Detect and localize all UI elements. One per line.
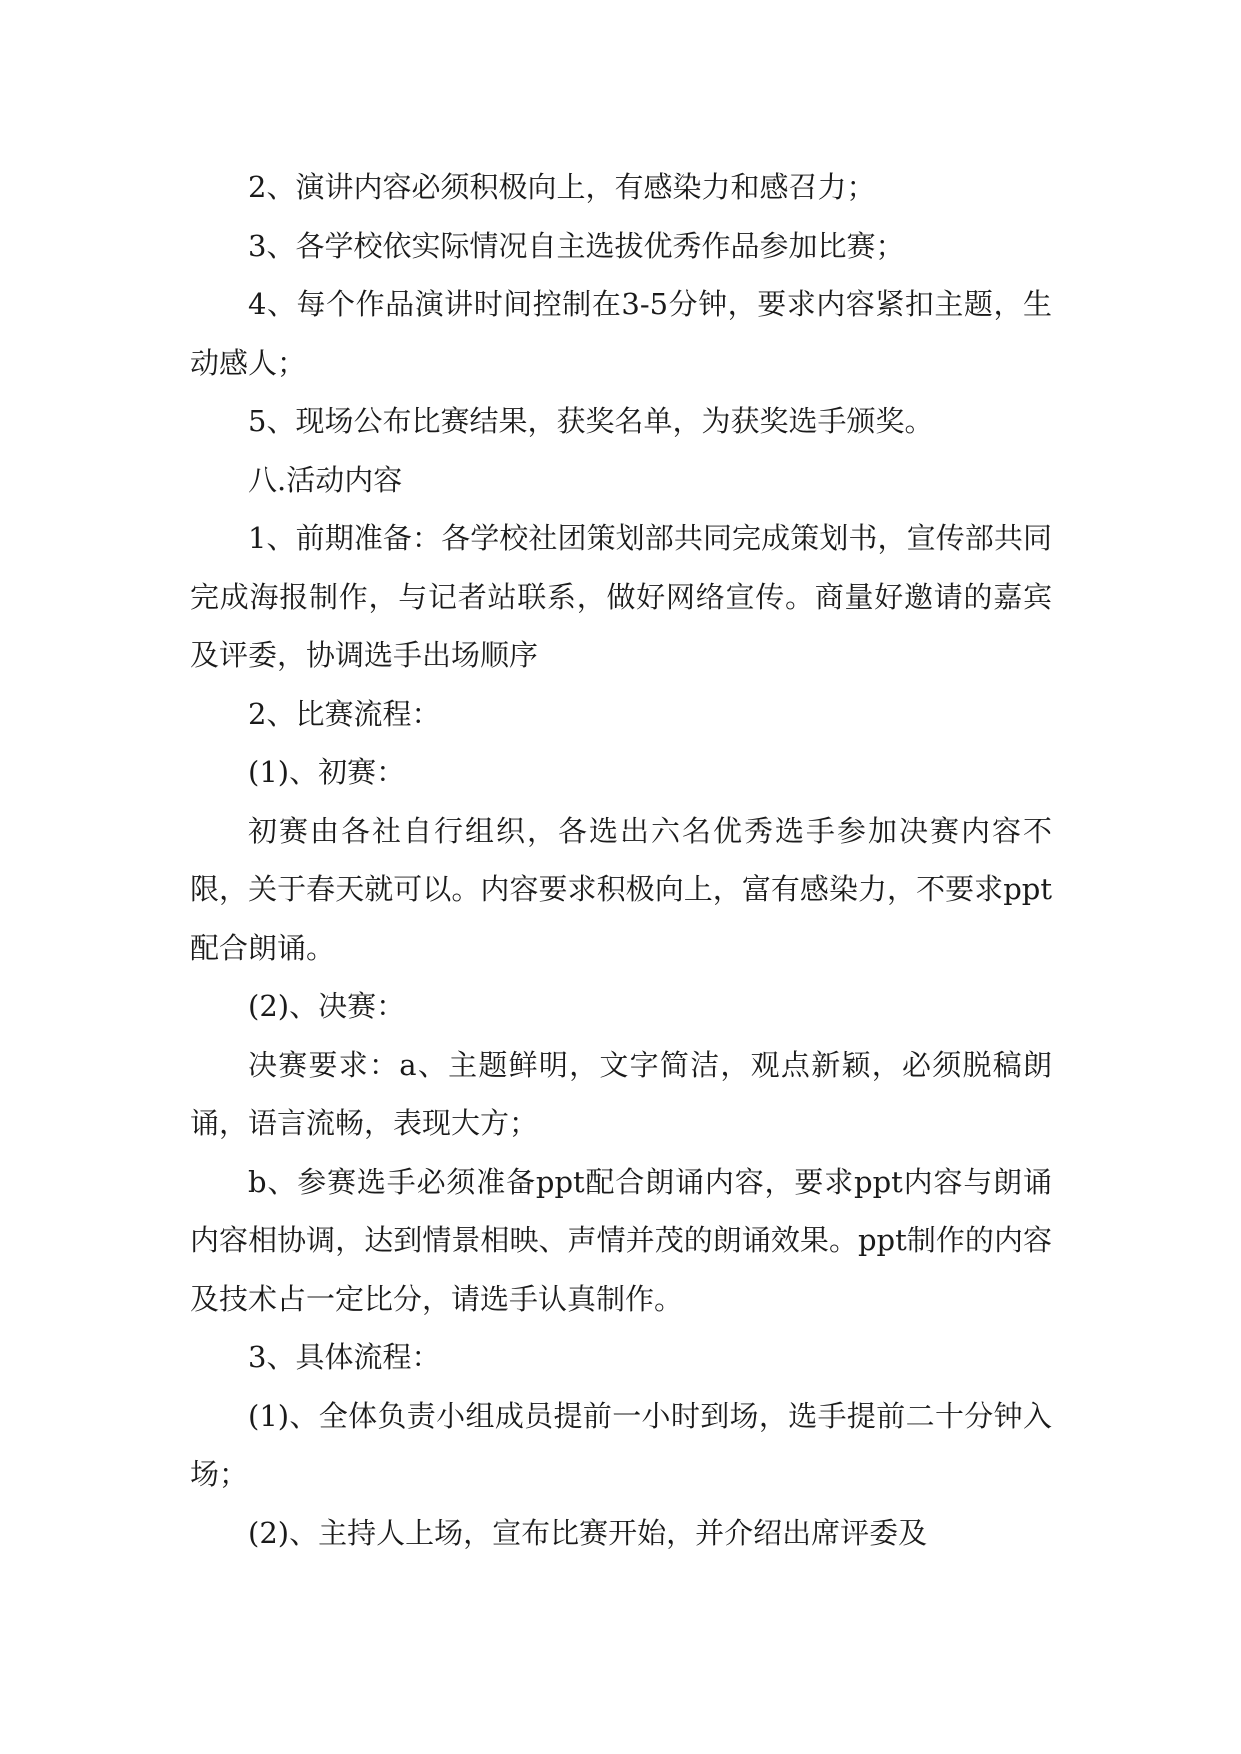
paragraph: b、参赛选手必须准备ppt配合朗诵内容，要求ppt内容与朗诵内容相协调，达到情景相映、声情并茂的朗诵效果。ppt制作的内容及技术占一定比分，请选手认真制作。 xyxy=(190,1164,1052,1316)
paragraph: 3、具体流程： xyxy=(248,1340,441,1374)
paragraph: 决赛要求：a、主题鲜明，文字简洁，观点新颖，必须脱稿朗诵，语言流畅，表现大方； xyxy=(190,1047,1052,1140)
paragraph: (2)、主持人上场，宣布比赛开始，并介绍出席评委及 xyxy=(248,1515,928,1550)
paragraph: 5、现场公布比赛结果，获奖名单，为获奖选手颁奖。 xyxy=(248,404,934,438)
document-body xyxy=(190,158,1052,1562)
paragraph: 3、各学校依实际情况自主选拔优秀作品参加比赛； xyxy=(248,228,905,263)
paragraph: (1)、初赛： xyxy=(248,755,406,789)
paragraph: 2、演讲内容必须积极向上，有感染力和感召力； xyxy=(248,170,876,204)
paragraph: (2)、决赛： xyxy=(248,989,406,1023)
section-heading: 八.活动内容 xyxy=(248,462,403,497)
paragraph: 2、比赛流程： xyxy=(248,696,441,731)
paragraph: (1)、全体负责小组成员提前一小时到场，选手提前二十分钟入场； xyxy=(190,1398,1052,1491)
paragraph: 1、前期准备：各学校社团策划部共同完成策划书，宣传部共同完成海报制作，与记者站联系，做好网络宣传。商量好邀请的嘉宾及评委，协调选手出场顺序 xyxy=(190,521,1052,672)
paragraph: 初赛由各社自行组织，各选出六名优秀选手参加决赛内容不限，关于春天就可以。内容要求积极向上，富有感染力，不要求ppt配合朗诵。 xyxy=(190,813,1052,965)
paragraph: 4、每个作品演讲时间控制在3-5分钟，要求内容紧扣主题，生动感人； xyxy=(190,287,1052,380)
